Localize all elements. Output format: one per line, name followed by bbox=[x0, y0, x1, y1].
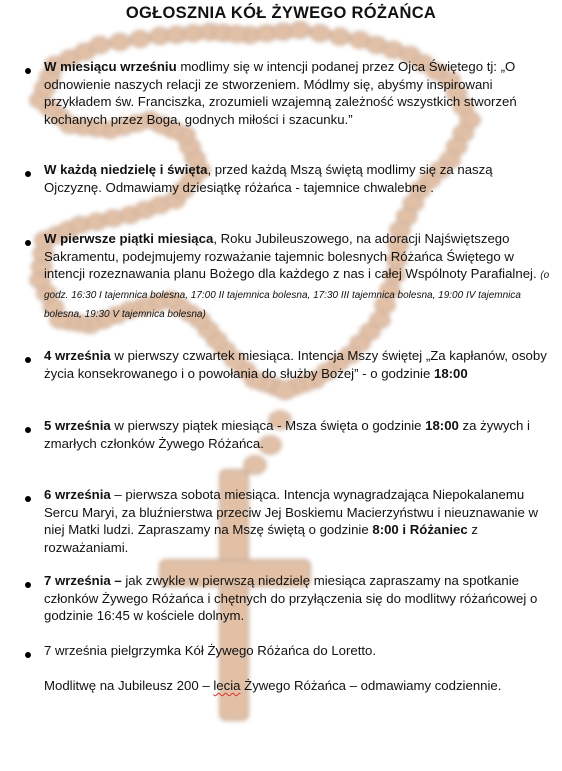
item-schedule-note: (o godz. 16:30 I tajemnica bolesna, 17:00 II tajemnica bolesna, 17:30 III tajemnica bolesna, 19:00 IV tajemnica bolesna, 19:30 V tajemnica bolesna) bbox=[44, 270, 550, 320]
item-text: Modlitwę na Jubileusz 200 – bbox=[44, 678, 214, 693]
item-text: , przed każdą Mszą świętą modlimy się za naszą Ojczyznę. Odmawiamy dziesiątkę różańca - tajemnice chwalebne . bbox=[44, 162, 493, 195]
item-text-end: za żywych i zmarłych członków Żywego Różańca. bbox=[44, 418, 530, 451]
announcement-item-sept-4 bbox=[44, 347, 552, 382]
bullet-dot bbox=[25, 496, 31, 502]
announcement-item-sept-6 bbox=[44, 486, 552, 556]
bullet-dot bbox=[25, 582, 31, 588]
rosary-bead bbox=[330, 29, 350, 45]
item-text: w pierwszy piątek miesiąca - Msza święta o godzinie bbox=[110, 418, 426, 433]
announcement-item-sundays bbox=[44, 161, 552, 196]
item-text: 7 września pielgrzymka Kół Żywego Różańca do Loretto. bbox=[44, 643, 377, 658]
bullet-dot bbox=[25, 171, 31, 177]
bullet-dot bbox=[25, 427, 31, 433]
announcement-item-pilgrimage bbox=[44, 642, 552, 660]
item-text: modlimy się w intencji podanej przez Ojca Świętego tj: „O odnowienie naszych relacji ze stworzeniem. Módlmy się, abyśmy inspirowani przykładem św. Franciszka, zrozumieli wzajemną zależność wszystkich stworzeń kochanych przez Boga, godnych miłości i szacunku.” bbox=[44, 59, 517, 127]
bullet-dot bbox=[25, 68, 31, 74]
item-heading: 4 września bbox=[44, 348, 111, 363]
item-heading: W każdą niedzielę i święta bbox=[44, 162, 208, 177]
item-heading: W pierwsze piątki miesiąca bbox=[44, 231, 214, 246]
item-text-end: Żywego Różańca – odmawiamy codziennie. bbox=[240, 678, 502, 693]
spellcheck-word: lecia bbox=[213, 678, 241, 693]
rosary-bead bbox=[290, 22, 310, 38]
page-title: OGŁOSZNIA KÓŁ ŻYWEGO RÓŻAŃCA bbox=[125, 4, 437, 22]
item-text: – pierwsza sobota miesiąca. Intencja wynagradzająca Niepokalanemu Sercu Maryi, za bluźnierstwa przeciw Jej Boskiemu Macierzyństwu i nieuznawanie w niej Matki ludzi. Zapraszamy na Mszę świętą o godzinie bbox=[44, 487, 538, 537]
item-heading: 6 września bbox=[44, 487, 111, 502]
item-heading: 5 września bbox=[44, 418, 111, 433]
item-text: jak zwykle w pierwszą niedzielę miesiąca zapraszamy na spotkanie członków Żywego Różańca i chętnych do przyłączenia się do modlitwy różańcowej o godzinie 16:45 w kościele dolnym. bbox=[44, 573, 538, 623]
bullet-dot bbox=[25, 652, 31, 658]
announcement-item-sept-7 bbox=[44, 572, 552, 625]
rosary-bead bbox=[130, 31, 150, 47]
rosary-bead bbox=[310, 25, 330, 41]
rosary-bead bbox=[227, 26, 247, 42]
rosary-bead bbox=[274, 381, 296, 399]
item-heading: W miesiącu wrześniu bbox=[44, 59, 177, 74]
rosary-bead bbox=[110, 34, 130, 50]
item-time: 18:00 bbox=[425, 418, 459, 433]
item-text-end: z rozważaniami. bbox=[44, 522, 478, 555]
item-time: 18:00 bbox=[433, 365, 468, 381]
announcement-item-sept-5 bbox=[44, 417, 552, 452]
item-text: , Roku Jubileuszowego, na adoracji Najświętszego Sakramentu, podejmujemy rozważanie tajemnic bolesnych Różańca Świętego w intencji rozeznawania planu Bożego dla każdego z nas i całej Wspólnoty Parafialnej. bbox=[44, 231, 541, 281]
closing-note-jubilee-prayer bbox=[44, 677, 552, 695]
announcement-item-first-fridays bbox=[44, 230, 552, 324]
item-time: 8:00 i Różaniec bbox=[372, 522, 468, 537]
item-text: w pierwszy czwartek miesiąca. Intencja Mszy świętej „Za kapłanów, osoby życia konsekrowanego i o powołania do służby Bożej” - o godzinie bbox=[44, 348, 547, 381]
rosary-bead bbox=[90, 37, 110, 53]
announcement-item-september-intention bbox=[44, 58, 552, 128]
item-heading: 7 września – bbox=[44, 573, 122, 588]
rosary-bead bbox=[244, 456, 266, 474]
bullet-dot bbox=[25, 357, 31, 363]
bullet-dot bbox=[25, 240, 31, 246]
